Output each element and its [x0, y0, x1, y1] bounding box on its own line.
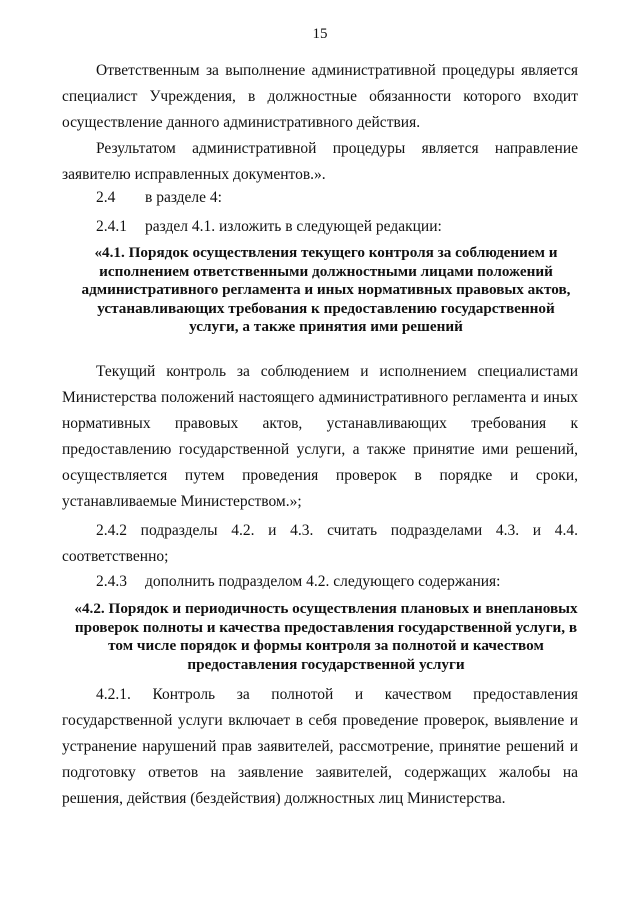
paragraph-4-2-1: 4.2.1. Контроль за полнотой и качеством предоставления государственной услуги включает в себя проведение проверок, выявление и устранение нарушений прав заявителей, рассмотрение, принятие решений и подготовку ответов на заявление заявителей, содержащих жалобы на решения, действия (бездействия) должностных лиц Министерства.: [62, 686, 578, 807]
item-2-4-number: 2.4: [96, 189, 116, 206]
page-number: 15: [312, 26, 328, 42]
paragraph-responsible-specialist: Ответственным за выполнение административной процедуры является специалист Учреждения, в должностные обязанности которого входит осуществление данного административного действия.: [62, 62, 578, 131]
paragraph-current-control: Текущий контроль за соблюдением и исполнением специалистами Министерства положений настоящего административного регламента и иных нормативных правовых актов, устанавливающих требования к предоставлению государственной услуги, а также принятие ими решений, осуществляется путем проведения проверок в порядке и сроки, устанавливаемые Министерством.»;: [62, 363, 578, 510]
item-2-4-text: в разделе 4:: [145, 189, 222, 206]
item-2-4-1-number: 2.4.1: [96, 218, 127, 235]
item-2-4-2: 2.4.2 подразделы 4.2. и 4.3. считать подразделами 4.3. и 4.4. соответственно;: [62, 522, 578, 565]
item-2-4-3-number: 2.4.3: [96, 573, 127, 590]
heading-section-4-1: «4.1. Порядок осуществления текущего контроля за соблюдением и исполнением ответственными должностными лицами положений административного регламента и иных нормативных правовых актов, устанавливающих требования к предоставлению государственной услуги, а также принятия ими решений: [81, 244, 571, 335]
item-2-4-3-text: дополнить подразделом 4.2. следующего содержания:: [145, 573, 501, 590]
item-2-4-1-text: раздел 4.1. изложить в следующей редакции:: [145, 218, 442, 235]
paragraph-procedure-result: Результатом административной процедуры является направление заявителю исправленных документов.».: [62, 140, 578, 183]
heading-section-4-2: «4.2. Порядок и периодичность осуществления плановых и внеплановых проверок полноты и качества предоставления государственной услуги, в том числе порядок и формы контроля за полнотой и качеством предоставления государственной услуги: [74, 600, 578, 673]
